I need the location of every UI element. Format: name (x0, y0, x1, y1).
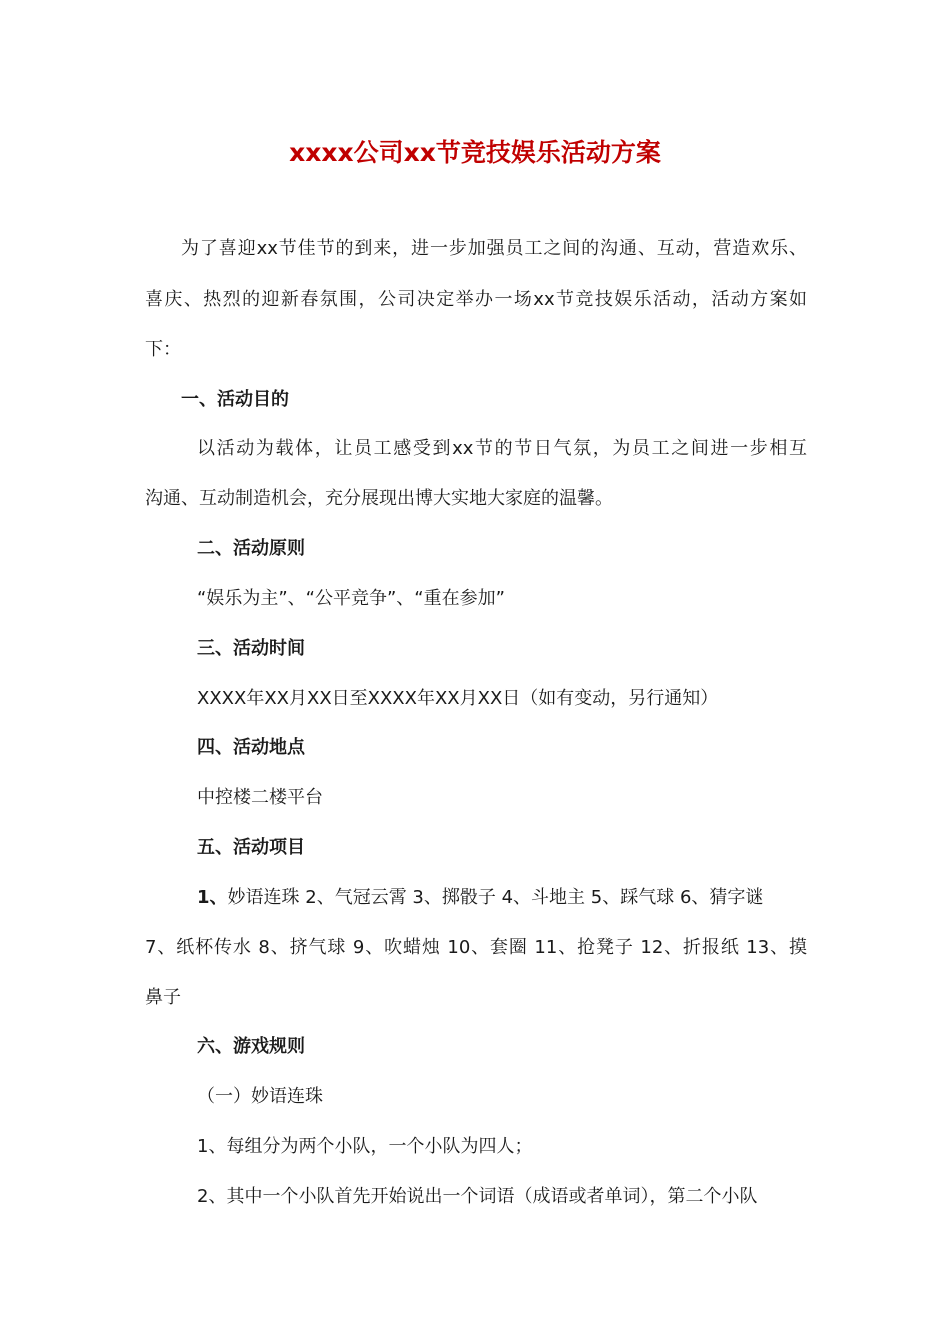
purpose-line-1: 以活动为载体，让员工感受到xx节的节日气氛，为员工之间进一步相互 (197, 438, 807, 459)
heading-purpose: 一、活动目的 (181, 389, 289, 410)
purpose-line-2: 沟通、互动制造机会，充分展现出博大实地大家庭的温馨。 (145, 488, 613, 509)
items-line-1-number: 1、 (197, 887, 228, 908)
intro-line-1: 为了喜迎xx节佳节的到来，进一步加强员工之间的沟通、互动，营造欢乐、 (181, 238, 807, 259)
items-line-1 (197, 883, 763, 913)
rules-subheading-1: （一）妙语连珠 (197, 1086, 323, 1107)
items-line-1-text: 妙语连珠 2、气冠云霄 3、掷骰子 4、斗地主 5、踩气球 6、猜字谜 (227, 887, 764, 908)
intro-line-3: 下： (145, 339, 181, 360)
rule-2: 2、其中一个小队首先开始说出一个词语（成语或者单词），第二个小队 (197, 1186, 758, 1207)
heading-rules: 六、游戏规则 (197, 1036, 305, 1057)
location-text: 中控楼二楼平台 (197, 787, 323, 808)
rule-1: 1、每组分为两个小队，一个小队为四人； (197, 1136, 533, 1157)
time-text: XXXX年XX月XX日至XXXX年XX月XX日（如有变动，另行通知） (197, 688, 719, 709)
items-line-3: 鼻子 (145, 987, 181, 1008)
intro-line-2: 喜庆、热烈的迎新春氛围，公司决定举办一场xx节竞技娱乐活动，活动方案如 (145, 289, 807, 310)
heading-principle: 二、活动原则 (197, 538, 305, 559)
items-line-2: 7、纸杯传水 8、挤气球 9、吹蜡烛 10、套圈 11、抢凳子 12、折报纸 13、摸 (145, 937, 807, 958)
document-title: xxxx公司xx节竞技娱乐活动方案 (289, 138, 661, 167)
principle-text: “娱乐为主”、“公平竞争”、“重在参加” (197, 588, 505, 609)
heading-location: 四、活动地点 (197, 737, 305, 758)
heading-time: 三、活动时间 (197, 638, 305, 659)
heading-items: 五、活动项目 (197, 837, 305, 858)
